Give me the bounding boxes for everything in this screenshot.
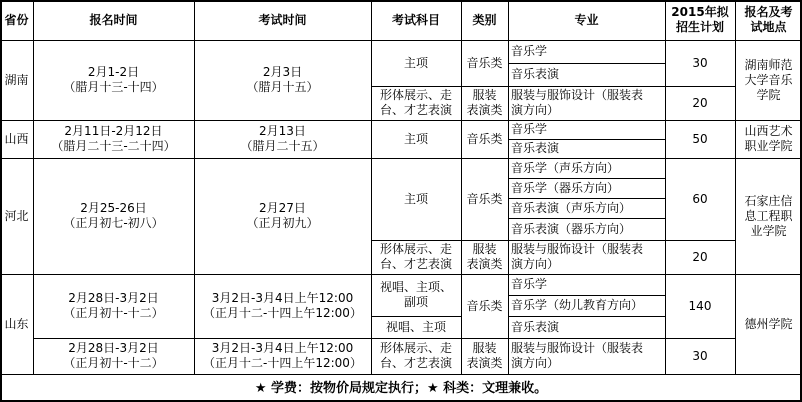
gridline: [735, 0, 736, 374]
gridline: [508, 316, 665, 317]
hebei-exam-time: 2月27日 （正月初九）: [246, 201, 319, 230]
header-category: 类别: [472, 12, 497, 27]
hebei-registration-time: 2月25-26日 （正月初七-初八）: [63, 201, 164, 230]
hunan-major-2: 音乐表演: [511, 67, 560, 81]
shandong-province: 山东: [4, 316, 29, 331]
shanxi-major-1: 音乐学: [511, 122, 548, 136]
gridline: [0, 374, 802, 375]
header-location: 报名及考 试地点: [744, 5, 793, 34]
gridline: [508, 295, 665, 296]
hebei-subject-show: 形体展示、走 台、才艺表演: [379, 242, 452, 271]
hunan-province: 湖南: [4, 72, 29, 87]
shanxi-province: 山西: [4, 131, 29, 146]
hunan-subject-show: 形体展示、走 台、才艺表演: [379, 88, 452, 117]
gridline: [508, 63, 665, 64]
shandong-registration-time-1: 2月28日-3月2日 （正月初十-十二）: [63, 291, 164, 320]
gridline: [508, 139, 665, 140]
hebei-plan-2: 20: [692, 249, 708, 264]
hebei-major-5: 服装与服饰设计（服装表 演方向）: [511, 242, 644, 271]
hebei-category-fashion: 服装 表演类: [466, 242, 503, 271]
hunan-category-fashion: 服装 表演类: [466, 88, 503, 117]
hebei-major-4: 音乐表演（器乐方向）: [511, 221, 632, 236]
hunan-subject-main: 主项: [403, 55, 428, 70]
gridline: [508, 218, 665, 219]
shandong-location: 德州学院: [744, 316, 793, 331]
hebei-subject-main: 主项: [403, 191, 428, 206]
hunan-category-music: 音乐类: [466, 55, 503, 70]
shandong-exam-time-2: 3月2日-3月4日上午12:00 （正月十二-十四上午12:00）: [203, 341, 362, 370]
shandong-major-2: 音乐学（幼儿教育方向）: [511, 298, 644, 312]
shanxi-major-2: 音乐表演: [511, 141, 560, 155]
hebei-plan-1: 60: [692, 191, 708, 206]
shanxi-exam-time: 2月13日 （腊月二十五）: [240, 124, 325, 153]
header-enrollment-plan: 2015年拟 招生计划: [671, 5, 729, 34]
shanxi-plan: 50: [692, 131, 708, 146]
hunan-plan-1: 30: [692, 55, 708, 70]
header-major: 专业: [574, 12, 599, 27]
shandong-plan-2: 30: [692, 348, 708, 363]
hunan-exam-time: 2月3日 （腊月十五）: [246, 65, 319, 94]
header-province: 省份: [4, 12, 29, 27]
gridline: [33, 338, 735, 339]
gridline: [508, 198, 665, 199]
shanxi-registration-time: 2月11日-2月12日 （腊月二十三-二十四）: [51, 124, 176, 153]
shandong-subject-2: 视唱、主项: [385, 319, 446, 334]
gridline: [665, 0, 666, 374]
shanxi-location: 山西艺术 职业学院: [744, 124, 793, 153]
shandong-exam-time-1: 3月2日-3月4日上午12:00 （正月十二-十四上午12:00）: [203, 291, 362, 320]
shandong-subject-1: 视唱、主项、 副项: [379, 280, 452, 309]
shandong-category-music: 音乐类: [466, 298, 503, 313]
shandong-category-fashion: 服装 表演类: [466, 341, 503, 370]
gridline: [371, 86, 735, 87]
hebei-major-2: 音乐学（器乐方向）: [511, 180, 620, 195]
header-exam-time: 考试时间: [258, 12, 307, 27]
gridline: [508, 178, 665, 179]
header-exam-subject: 考试科目: [391, 12, 440, 27]
hunan-plan-2: 20: [692, 95, 708, 110]
gridline: [371, 240, 735, 241]
gridline: [194, 0, 195, 374]
shandong-plan-1: 140: [688, 298, 712, 313]
gridline: [508, 0, 509, 374]
hebei-category-music: 音乐类: [466, 191, 503, 206]
gridline: [0, 40, 802, 41]
shandong-subject-show: 形体展示、走 台、才艺表演: [379, 341, 452, 370]
gridline: [33, 0, 34, 374]
gridline: [0, 274, 802, 275]
hebei-major-1: 音乐学（声乐方向）: [511, 160, 620, 175]
shanxi-category: 音乐类: [466, 131, 503, 146]
gridline: [0, 120, 802, 121]
hunan-registration-time: 2月1-2日 （腊月十三-十四）: [63, 65, 164, 94]
header-registration-time: 报名时间: [89, 12, 138, 27]
hebei-location: 石家庄信 息工程职 业学院: [744, 193, 793, 238]
shanxi-subject: 主项: [403, 131, 428, 146]
hunan-major-1: 音乐学: [511, 44, 548, 58]
gridline: [371, 316, 461, 317]
shandong-major-3: 音乐表演: [511, 319, 560, 334]
gridline: [0, 158, 802, 159]
shandong-major-4: 服装与服饰设计（服装表 演方向）: [511, 341, 644, 370]
hunan-location: 湖南师范 大学音乐 学院: [744, 57, 793, 102]
hebei-major-3: 音乐表演（声乐方向）: [511, 200, 632, 215]
hunan-major-3: 服装与服饰设计（服装表 演方向）: [511, 88, 644, 117]
gridline: [371, 0, 372, 374]
footer-note: ★ 学费：按物价局规定执行；★ 科类：文理兼收。: [254, 380, 548, 396]
shandong-major-1: 音乐学: [511, 277, 548, 291]
gridline: [461, 0, 462, 374]
shandong-registration-time-2: 2月28日-3月2日 （正月初十-十二）: [63, 341, 164, 370]
hebei-province: 河北: [4, 208, 29, 223]
